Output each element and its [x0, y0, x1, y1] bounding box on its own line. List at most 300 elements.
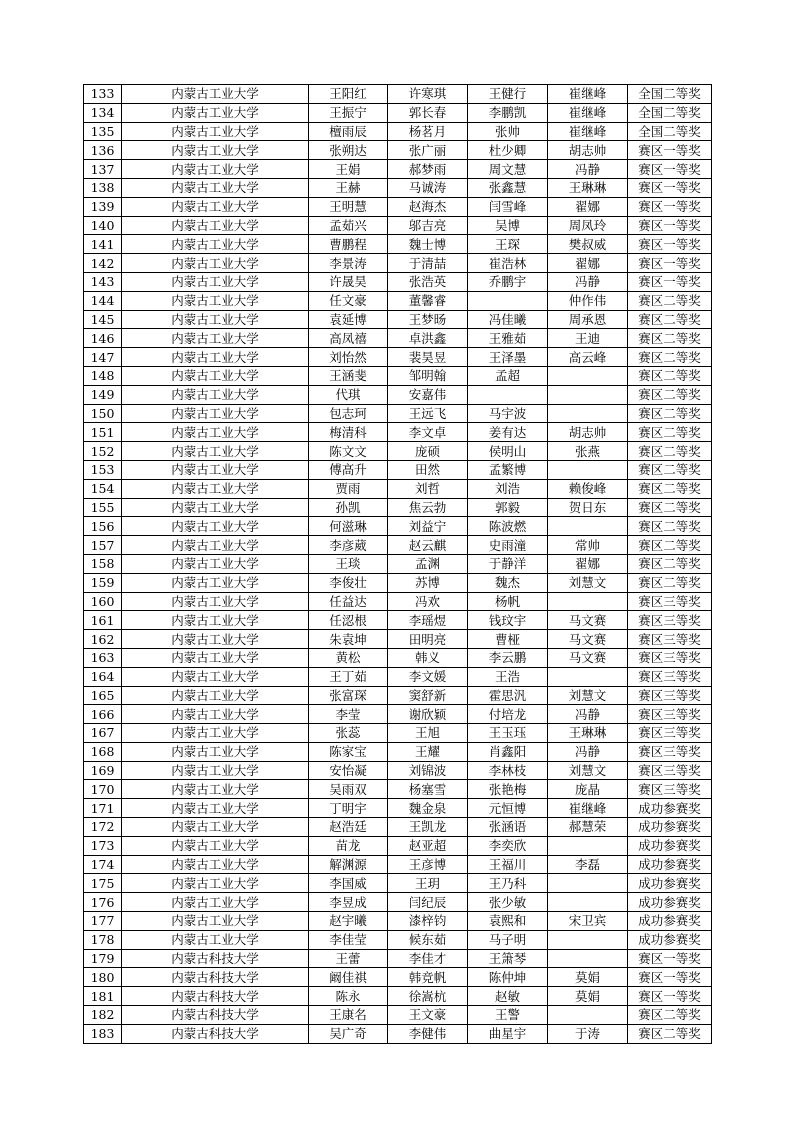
table-row — [84, 630, 712, 649]
table-row — [84, 968, 712, 987]
member-2-cell: 王文豪 — [388, 1006, 468, 1025]
school-name-cell: 内蒙古工业大学 — [122, 536, 309, 555]
school-name-cell: 内蒙古工业大学 — [122, 742, 309, 761]
school-name-cell: 内蒙古工业大学 — [122, 554, 309, 573]
member-3-cell: 元恒博 — [468, 799, 548, 818]
award-level-cell: 赛区三等奖 — [628, 648, 712, 667]
award-level-cell: 赛区一等奖 — [628, 272, 712, 291]
member-1-cell: 王康名 — [309, 1006, 388, 1025]
row-number-cell: 142 — [84, 254, 122, 273]
award-level-cell: 全国二等奖 — [628, 122, 712, 141]
row-number-cell: 169 — [84, 761, 122, 780]
member-1-cell: 高凤禧 — [309, 329, 388, 348]
table-row — [84, 893, 712, 912]
member-1-cell: 张朔达 — [309, 141, 388, 160]
row-number-cell: 133 — [84, 85, 122, 104]
row-number-cell: 143 — [84, 272, 122, 291]
award-level-cell: 赛区二等奖 — [628, 554, 712, 573]
award-level-cell: 赛区二等奖 — [628, 442, 712, 461]
member-1-cell: 曹鹏程 — [309, 235, 388, 254]
table-row — [84, 611, 712, 630]
advisor-cell: 周承恩 — [548, 310, 628, 329]
row-number-cell: 156 — [84, 517, 122, 536]
row-number-cell: 135 — [84, 122, 122, 141]
member-1-cell: 吴广奇 — [309, 1024, 388, 1043]
advisor-cell: 张燕 — [548, 442, 628, 461]
advisor-cell: 胡志帅 — [548, 423, 628, 442]
advisor-cell: 冯静 — [548, 705, 628, 724]
member-1-cell: 王明慧 — [309, 197, 388, 216]
school-name-cell: 内蒙古工业大学 — [122, 705, 309, 724]
member-2-cell: 漆梓钧 — [388, 912, 468, 931]
member-2-cell: 王耀 — [388, 742, 468, 761]
award-level-cell: 赛区二等奖 — [628, 310, 712, 329]
advisor-cell: 冯静 — [548, 742, 628, 761]
row-number-cell: 173 — [84, 836, 122, 855]
advisor-cell: 赖俊峰 — [548, 479, 628, 498]
advisor-cell: 胡志帅 — [548, 141, 628, 160]
award-level-cell: 赛区三等奖 — [628, 667, 712, 686]
member-3-cell: 魏杰 — [468, 573, 548, 592]
table-row — [84, 686, 712, 705]
award-level-cell: 赛区二等奖 — [628, 573, 712, 592]
row-number-cell: 149 — [84, 385, 122, 404]
award-level-cell: 赛区二等奖 — [628, 460, 712, 479]
member-2-cell: 卓洪鑫 — [388, 329, 468, 348]
award-table — [83, 84, 712, 1044]
award-level-cell: 赛区三等奖 — [628, 724, 712, 743]
row-number-cell: 168 — [84, 742, 122, 761]
award-level-cell: 赛区三等奖 — [628, 780, 712, 799]
member-2-cell: 王梦旸 — [388, 310, 468, 329]
member-2-cell: 张浩英 — [388, 272, 468, 291]
advisor-cell: 仲作伟 — [548, 291, 628, 310]
row-number-cell: 170 — [84, 780, 122, 799]
school-name-cell: 内蒙古科技大学 — [122, 968, 309, 987]
row-number-cell: 179 — [84, 949, 122, 968]
school-name-cell: 内蒙古工业大学 — [122, 573, 309, 592]
member-1-cell: 陈文文 — [309, 442, 388, 461]
member-3-cell: 乔鹏宇 — [468, 272, 548, 291]
award-level-cell: 赛区一等奖 — [628, 216, 712, 235]
school-name-cell: 内蒙古工业大学 — [122, 460, 309, 479]
member-1-cell: 何滋琳 — [309, 517, 388, 536]
member-1-cell: 张富琛 — [309, 686, 388, 705]
school-name-cell: 内蒙古工业大学 — [122, 855, 309, 874]
member-2-cell: 裴昊昱 — [388, 348, 468, 367]
award-level-cell: 赛区二等奖 — [628, 366, 712, 385]
member-3-cell: 霍思汎 — [468, 686, 548, 705]
row-number-cell: 162 — [84, 630, 122, 649]
row-number-cell: 171 — [84, 799, 122, 818]
school-name-cell: 内蒙古工业大学 — [122, 423, 309, 442]
advisor-cell: 莫娟 — [548, 987, 628, 1006]
member-1-cell: 王琰 — [309, 554, 388, 573]
award-level-cell: 赛区一等奖 — [628, 197, 712, 216]
table-row — [84, 536, 712, 555]
table-row — [84, 498, 712, 517]
school-name-cell: 内蒙古工业大学 — [122, 667, 309, 686]
award-level-cell: 赛区三等奖 — [628, 686, 712, 705]
table-row — [84, 517, 712, 536]
row-number-cell: 164 — [84, 667, 122, 686]
table-row — [84, 799, 712, 818]
member-2-cell: 郝梦雨 — [388, 160, 468, 179]
advisor-cell: 马文赛 — [548, 648, 628, 667]
row-number-cell: 140 — [84, 216, 122, 235]
award-level-cell: 赛区一等奖 — [628, 254, 712, 273]
row-number-cell: 157 — [84, 536, 122, 555]
member-3-cell: 崔浩林 — [468, 254, 548, 273]
table-row — [84, 705, 712, 724]
row-number-cell: 158 — [84, 554, 122, 573]
table-row — [84, 761, 712, 780]
row-number-cell: 176 — [84, 893, 122, 912]
row-number-cell: 175 — [84, 874, 122, 893]
school-name-cell: 内蒙古工业大学 — [122, 686, 309, 705]
table-row — [84, 479, 712, 498]
table-row — [84, 178, 712, 197]
row-number-cell: 172 — [84, 818, 122, 837]
table-row — [84, 141, 712, 160]
award-level-cell: 全国二等奖 — [628, 85, 712, 104]
member-3-cell: 付培龙 — [468, 705, 548, 724]
member-1-cell: 张蕊 — [309, 724, 388, 743]
member-1-cell: 任涊根 — [309, 611, 388, 630]
advisor-cell: 樊叔威 — [548, 235, 628, 254]
school-name-cell: 内蒙古工业大学 — [122, 272, 309, 291]
row-number-cell: 141 — [84, 235, 122, 254]
member-3-cell: 曹桠 — [468, 630, 548, 649]
advisor-cell: 王琳琳 — [548, 724, 628, 743]
award-level-cell: 赛区二等奖 — [628, 385, 712, 404]
member-3-cell: 曲星宇 — [468, 1024, 548, 1043]
row-number-cell: 183 — [84, 1024, 122, 1043]
row-number-cell: 136 — [84, 141, 122, 160]
member-2-cell: 田然 — [388, 460, 468, 479]
advisor-cell: 翟娜 — [548, 254, 628, 273]
member-3-cell: 杜少卿 — [468, 141, 548, 160]
member-1-cell: 许晟昊 — [309, 272, 388, 291]
advisor-cell — [548, 930, 628, 949]
row-number-cell: 138 — [84, 178, 122, 197]
member-3-cell: 冯佳曦 — [468, 310, 548, 329]
member-3-cell: 闫雪峰 — [468, 197, 548, 216]
table-row — [84, 366, 712, 385]
table-row — [84, 442, 712, 461]
school-name-cell: 内蒙古工业大学 — [122, 178, 309, 197]
member-1-cell: 王涵斐 — [309, 366, 388, 385]
school-name-cell: 内蒙古工业大学 — [122, 291, 309, 310]
member-2-cell: 韩义 — [388, 648, 468, 667]
table-row — [84, 385, 712, 404]
member-1-cell: 檀雨辰 — [309, 122, 388, 141]
member-1-cell: 梅清科 — [309, 423, 388, 442]
advisor-cell: 于涛 — [548, 1024, 628, 1043]
member-2-cell: 孟渊 — [388, 554, 468, 573]
school-name-cell: 内蒙古工业大学 — [122, 85, 309, 104]
school-name-cell: 内蒙古工业大学 — [122, 912, 309, 931]
member-1-cell: 吴雨双 — [309, 780, 388, 799]
row-number-cell: 167 — [84, 724, 122, 743]
advisor-cell: 马文赛 — [548, 611, 628, 630]
member-3-cell: 王福川 — [468, 855, 548, 874]
advisor-cell: 王琳琳 — [548, 178, 628, 197]
row-number-cell: 163 — [84, 648, 122, 667]
row-number-cell: 180 — [84, 968, 122, 987]
award-level-cell: 赛区三等奖 — [628, 592, 712, 611]
advisor-cell — [548, 517, 628, 536]
member-3-cell: 李奕欣 — [468, 836, 548, 855]
school-name-cell: 内蒙古科技大学 — [122, 987, 309, 1006]
member-2-cell: 杨茗月 — [388, 122, 468, 141]
award-level-cell: 赛区二等奖 — [628, 404, 712, 423]
member-3-cell: 李林枝 — [468, 761, 548, 780]
school-name-cell: 内蒙古工业大学 — [122, 385, 309, 404]
member-2-cell: 杨塞雪 — [388, 780, 468, 799]
award-level-cell: 赛区二等奖 — [628, 498, 712, 517]
award-level-cell: 赛区二等奖 — [628, 1006, 712, 1025]
member-1-cell: 李莹 — [309, 705, 388, 724]
table-row — [84, 329, 712, 348]
advisor-cell: 崔继峰 — [548, 799, 628, 818]
member-3-cell: 于静洋 — [468, 554, 548, 573]
table-row — [84, 85, 712, 104]
member-3-cell: 张鑫慧 — [468, 178, 548, 197]
member-2-cell: 韩竞帆 — [388, 968, 468, 987]
award-level-cell: 赛区二等奖 — [628, 329, 712, 348]
school-name-cell: 内蒙古工业大学 — [122, 836, 309, 855]
member-3-cell: 张帅 — [468, 122, 548, 141]
member-2-cell: 冯欢 — [388, 592, 468, 611]
school-name-cell: 内蒙古工业大学 — [122, 930, 309, 949]
member-3-cell: 马宇波 — [468, 404, 548, 423]
member-1-cell: 赵浩廷 — [309, 818, 388, 837]
member-3-cell: 王玉珏 — [468, 724, 548, 743]
member-3-cell: 钱玟宇 — [468, 611, 548, 630]
table-row — [84, 254, 712, 273]
member-1-cell: 贾雨 — [309, 479, 388, 498]
advisor-cell — [548, 366, 628, 385]
advisor-cell — [548, 385, 628, 404]
member-1-cell: 李昱成 — [309, 893, 388, 912]
award-level-cell: 赛区一等奖 — [628, 178, 712, 197]
award-level-cell: 成功参赛奖 — [628, 818, 712, 837]
table-row — [84, 742, 712, 761]
member-1-cell: 黄松 — [309, 648, 388, 667]
award-table-body — [84, 85, 712, 1044]
table-row — [84, 310, 712, 329]
school-name-cell: 内蒙古工业大学 — [122, 442, 309, 461]
member-3-cell: 张少敏 — [468, 893, 548, 912]
advisor-cell: 庞晶 — [548, 780, 628, 799]
row-number-cell: 145 — [84, 310, 122, 329]
member-2-cell: 许寒琪 — [388, 85, 468, 104]
advisor-cell — [548, 893, 628, 912]
award-level-cell: 赛区二等奖 — [628, 517, 712, 536]
member-2-cell: 邬吉亮 — [388, 216, 468, 235]
member-3-cell: 刘浩 — [468, 479, 548, 498]
member-1-cell: 王赫 — [309, 178, 388, 197]
row-number-cell: 150 — [84, 404, 122, 423]
row-number-cell: 144 — [84, 291, 122, 310]
school-name-cell: 内蒙古工业大学 — [122, 761, 309, 780]
school-name-cell: 内蒙古工业大学 — [122, 103, 309, 122]
member-3-cell — [468, 385, 548, 404]
advisor-cell: 马文赛 — [548, 630, 628, 649]
member-2-cell: 王彦博 — [388, 855, 468, 874]
table-row — [84, 272, 712, 291]
advisor-cell: 冯静 — [548, 160, 628, 179]
school-name-cell: 内蒙古工业大学 — [122, 799, 309, 818]
member-3-cell: 李鹏凯 — [468, 103, 548, 122]
member-2-cell: 于清喆 — [388, 254, 468, 273]
advisor-cell: 崔继峰 — [548, 85, 628, 104]
award-level-cell: 赛区三等奖 — [628, 742, 712, 761]
row-number-cell: 146 — [84, 329, 122, 348]
member-3-cell: 王乃科 — [468, 874, 548, 893]
member-3-cell: 孟超 — [468, 366, 548, 385]
member-3-cell: 王雅茹 — [468, 329, 548, 348]
member-3-cell: 袁熙和 — [468, 912, 548, 931]
award-level-cell: 赛区一等奖 — [628, 235, 712, 254]
row-number-cell: 134 — [84, 103, 122, 122]
member-2-cell: 李文卓 — [388, 423, 468, 442]
member-3-cell: 王泽墨 — [468, 348, 548, 367]
member-2-cell: 王远飞 — [388, 404, 468, 423]
member-3-cell: 吴博 — [468, 216, 548, 235]
advisor-cell: 贺日东 — [548, 498, 628, 517]
member-1-cell: 傅高升 — [309, 460, 388, 479]
member-1-cell: 王阳红 — [309, 85, 388, 104]
member-1-cell: 任益达 — [309, 592, 388, 611]
row-number-cell: 166 — [84, 705, 122, 724]
award-level-cell: 赛区一等奖 — [628, 949, 712, 968]
row-number-cell: 178 — [84, 930, 122, 949]
school-name-cell: 内蒙古工业大学 — [122, 348, 309, 367]
school-name-cell: 内蒙古工业大学 — [122, 592, 309, 611]
member-3-cell: 赵敏 — [468, 987, 548, 1006]
member-2-cell: 赵海杰 — [388, 197, 468, 216]
school-name-cell: 内蒙古工业大学 — [122, 874, 309, 893]
member-2-cell: 焦云勃 — [388, 498, 468, 517]
table-row — [84, 235, 712, 254]
advisor-cell: 翟娜 — [548, 554, 628, 573]
school-name-cell: 内蒙古工业大学 — [122, 366, 309, 385]
member-2-cell: 魏金泉 — [388, 799, 468, 818]
advisor-cell — [548, 667, 628, 686]
member-2-cell: 庞硕 — [388, 442, 468, 461]
row-number-cell: 177 — [84, 912, 122, 931]
school-name-cell: 内蒙古工业大学 — [122, 216, 309, 235]
member-2-cell: 董馨睿 — [388, 291, 468, 310]
school-name-cell: 内蒙古工业大学 — [122, 404, 309, 423]
table-row — [84, 836, 712, 855]
table-row — [84, 874, 712, 893]
member-1-cell: 李俊壮 — [309, 573, 388, 592]
award-level-cell: 赛区二等奖 — [628, 536, 712, 555]
award-level-cell: 成功参赛奖 — [628, 836, 712, 855]
member-3-cell — [468, 291, 548, 310]
member-1-cell: 李佳莹 — [309, 930, 388, 949]
row-number-cell: 160 — [84, 592, 122, 611]
table-row — [84, 818, 712, 837]
member-2-cell: 刘锦波 — [388, 761, 468, 780]
member-1-cell: 王振宁 — [309, 103, 388, 122]
award-level-cell: 赛区三等奖 — [628, 705, 712, 724]
table-row — [84, 554, 712, 573]
table-row — [84, 460, 712, 479]
advisor-cell: 崔继峰 — [548, 103, 628, 122]
award-level-cell: 赛区二等奖 — [628, 1024, 712, 1043]
table-row — [84, 216, 712, 235]
advisor-cell: 冯静 — [548, 272, 628, 291]
advisor-cell: 王迪 — [548, 329, 628, 348]
member-2-cell: 闫纪辰 — [388, 893, 468, 912]
member-3-cell: 孟繁博 — [468, 460, 548, 479]
school-name-cell: 内蒙古工业大学 — [122, 724, 309, 743]
school-name-cell: 内蒙古工业大学 — [122, 141, 309, 160]
school-name-cell: 内蒙古工业大学 — [122, 479, 309, 498]
table-row — [84, 855, 712, 874]
member-2-cell: 王旭 — [388, 724, 468, 743]
row-number-cell: 161 — [84, 611, 122, 630]
advisor-cell — [548, 460, 628, 479]
table-row — [84, 122, 712, 141]
member-1-cell: 王蕾 — [309, 949, 388, 968]
member-2-cell: 赵云麒 — [388, 536, 468, 555]
school-name-cell: 内蒙古科技大学 — [122, 949, 309, 968]
advisor-cell: 刘慧文 — [548, 761, 628, 780]
member-1-cell: 包志珂 — [309, 404, 388, 423]
table-row — [84, 404, 712, 423]
advisor-cell — [548, 1006, 628, 1025]
table-row — [84, 930, 712, 949]
member-3-cell: 史雨潼 — [468, 536, 548, 555]
member-1-cell: 代琪 — [309, 385, 388, 404]
school-name-cell: 内蒙古工业大学 — [122, 517, 309, 536]
advisor-cell: 李磊 — [548, 855, 628, 874]
school-name-cell: 内蒙古工业大学 — [122, 893, 309, 912]
award-level-cell: 成功参赛奖 — [628, 799, 712, 818]
award-level-cell: 赛区三等奖 — [628, 630, 712, 649]
member-2-cell: 王玥 — [388, 874, 468, 893]
school-name-cell: 内蒙古工业大学 — [122, 498, 309, 517]
advisor-cell — [548, 949, 628, 968]
advisor-cell: 翟娜 — [548, 197, 628, 216]
school-name-cell: 内蒙古工业大学 — [122, 160, 309, 179]
advisor-cell — [548, 404, 628, 423]
award-level-cell: 赛区一等奖 — [628, 160, 712, 179]
row-number-cell: 148 — [84, 366, 122, 385]
row-number-cell: 147 — [84, 348, 122, 367]
member-3-cell: 王琛 — [468, 235, 548, 254]
school-name-cell: 内蒙古工业大学 — [122, 818, 309, 837]
member-3-cell: 李云鹏 — [468, 648, 548, 667]
row-number-cell: 152 — [84, 442, 122, 461]
award-level-cell: 赛区二等奖 — [628, 423, 712, 442]
member-1-cell: 孟茹兴 — [309, 216, 388, 235]
member-2-cell: 刘益宁 — [388, 517, 468, 536]
member-1-cell: 王娟 — [309, 160, 388, 179]
advisor-cell: 高云峰 — [548, 348, 628, 367]
school-name-cell: 内蒙古工业大学 — [122, 611, 309, 630]
table-row — [84, 103, 712, 122]
member-3-cell: 张涵语 — [468, 818, 548, 837]
member-2-cell: 李瑶煜 — [388, 611, 468, 630]
member-1-cell: 刘怡然 — [309, 348, 388, 367]
member-2-cell: 田明亮 — [388, 630, 468, 649]
